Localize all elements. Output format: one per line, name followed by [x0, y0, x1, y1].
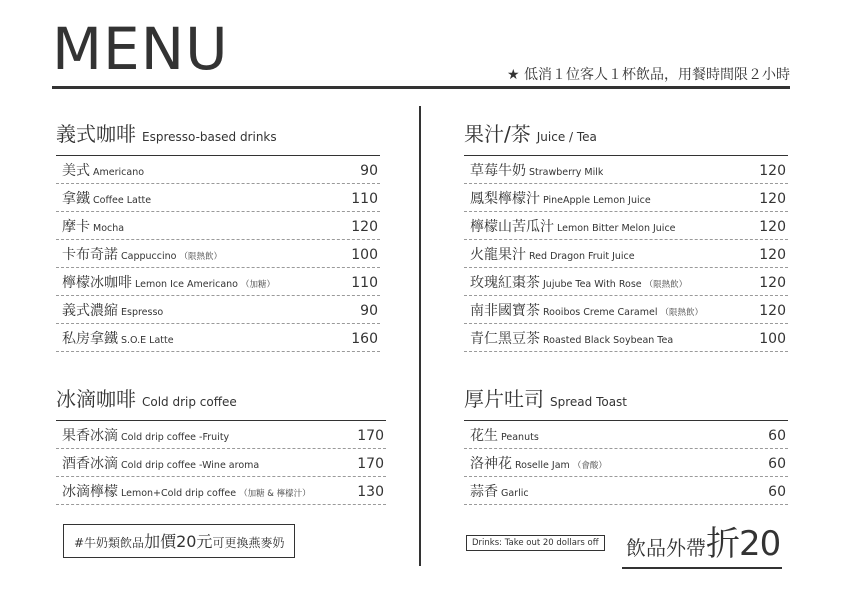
- menu-item-price: 120: [759, 191, 786, 207]
- menu-item-name: [62, 212, 124, 242]
- section-title-en: Spread Toast: [550, 395, 628, 409]
- menu-item-row: [464, 477, 788, 505]
- menu-item-name-zh: 檸檬山苦瓜汁: [470, 219, 554, 235]
- menu-item-name: [470, 156, 603, 186]
- menu-item-name-zh: 酒香冰滴: [62, 456, 118, 472]
- menu-item-row: [56, 184, 380, 212]
- menu-item-name-en: Garlic: [501, 488, 529, 499]
- menu-item-name-zh: 果香冰滴: [62, 428, 118, 444]
- menu-item-price: 110: [351, 191, 378, 207]
- takeout-discount-amount: 折20: [706, 524, 781, 564]
- menu-item-note: （會酸）: [572, 461, 607, 471]
- menu-item-name-en: Peanuts: [501, 432, 539, 443]
- menu-item-row: [56, 296, 380, 324]
- menu-item-price: 90: [360, 303, 378, 319]
- menu-item-name-en: S.O.E Latte: [121, 335, 174, 346]
- section-title-en: Cold drip coffee: [142, 395, 237, 409]
- section-spread-toast: [464, 383, 788, 505]
- menu-item-name-en: Jujube Tea With Rose: [543, 279, 642, 290]
- menu-item-row: [464, 184, 788, 212]
- menu-item-name: [62, 240, 222, 271]
- menu-item-name-en: Lemon Bitter Melon Juice: [557, 223, 676, 234]
- menu-item-name-zh: 鳳梨檸檬汁: [470, 191, 540, 207]
- menu-item-row: [464, 421, 788, 449]
- menu-item-name: [62, 449, 259, 479]
- menu-item-name: [62, 156, 144, 186]
- menu-item-name-en: Roselle Jam: [515, 460, 570, 471]
- menu-item-name-zh: 草莓牛奶: [470, 163, 526, 179]
- section-header: [464, 118, 788, 156]
- item-list: [56, 156, 380, 352]
- menu-item-row: [56, 449, 386, 477]
- menu-item-note: （限熱飲）: [660, 308, 703, 318]
- menu-item-row: [464, 324, 788, 352]
- menu-title: MENU: [52, 15, 229, 83]
- menu-item-row: [56, 324, 380, 352]
- menu-item-price: 120: [759, 303, 786, 319]
- menu-item-name-zh: 檸檬冰咖啡: [62, 275, 132, 291]
- section-title-zh: 冰滴咖啡: [56, 387, 136, 411]
- menu-item-name: [62, 421, 229, 451]
- menu-item-row: [56, 421, 386, 449]
- menu-item-name-zh: 洛神花: [470, 456, 512, 472]
- menu-item-name-zh: 拿鐵: [62, 191, 90, 207]
- menu-item-price: 120: [351, 219, 378, 235]
- menu-item-name: [470, 268, 687, 299]
- takeout-discount: [622, 516, 782, 569]
- menu-item-price: 100: [759, 331, 786, 347]
- section-title-zh: 厚片吐司: [464, 387, 544, 411]
- menu-item-name-en: Cold drip coffee -Fruity: [121, 432, 230, 443]
- menu-item-name-zh: 玫瑰紅棗茶: [470, 275, 540, 291]
- menu-item-row: [56, 268, 380, 296]
- menu-item-name-zh: 青仁黑豆茶: [470, 331, 540, 347]
- menu-item-name-zh: 蒜香: [470, 484, 498, 500]
- menu-item-row: [464, 156, 788, 184]
- menu-item-name: [470, 240, 635, 270]
- menu-item-name-en: Cold drip coffee -Wine aroma: [121, 460, 260, 471]
- menu-item-row: [464, 212, 788, 240]
- menu-item-name-en: PineApple Lemon Juice: [543, 195, 651, 206]
- menu-item-name-zh: 義式濃縮: [62, 303, 118, 319]
- menu-item-name: [62, 268, 275, 299]
- menu-item-name-zh: 冰滴檸檬: [62, 484, 118, 500]
- menu-item-name: [62, 184, 151, 214]
- menu-item-name-en: Rooibos Creme Caramel: [543, 307, 658, 318]
- menu-item-name-zh: 摩卡: [62, 219, 90, 235]
- menu-item-name-zh: 美式: [62, 163, 90, 179]
- menu-item-name-zh: 卡布奇諾: [62, 247, 118, 263]
- menu-item-name-en: Lemon Ice Americano: [135, 279, 238, 290]
- menu-item-price: 60: [768, 428, 786, 444]
- menu-item-name: [470, 421, 539, 451]
- menu-item-row: [464, 268, 788, 296]
- menu-item-name-zh: 火龍果汁: [470, 247, 526, 263]
- menu-item-note: （限熱飲）: [644, 280, 688, 290]
- menu-item-name-en: Roasted Black Soybean Tea: [543, 335, 674, 346]
- menu-item-row: [56, 240, 380, 268]
- menu-item-price: 60: [768, 456, 786, 472]
- menu-item-row: [464, 449, 788, 477]
- takeout-discount-en: Drinks: Take out 20 dollars off: [466, 535, 605, 551]
- menu-item-note: （加糖 & 檸檬汁）: [239, 489, 311, 499]
- header-rule: [52, 86, 790, 89]
- menu-item-name-en: Strawberry Milk: [529, 167, 604, 178]
- oat-milk-note-price: 加價20元: [144, 532, 213, 551]
- menu-item-name: [62, 324, 174, 354]
- menu-item-name-en: Cappuccino: [121, 251, 177, 262]
- section-header: [56, 383, 386, 421]
- menu-item-row: [464, 296, 788, 324]
- menu-item-price: 170: [357, 428, 384, 444]
- menu-item-price: 120: [759, 247, 786, 263]
- menu-item-price: 60: [768, 484, 786, 500]
- menu-item-row: [56, 477, 386, 505]
- oat-milk-note-suffix: 可更換燕麥奶: [212, 536, 285, 550]
- section-title-en: Espresso-based drinks: [142, 130, 277, 144]
- menu-item-price: 170: [357, 456, 384, 472]
- menu-item-price: 120: [759, 275, 786, 291]
- menu-item-name-en: Lemon+Cold drip coffee: [121, 488, 237, 499]
- menu-item-price: 120: [759, 219, 786, 235]
- section-cold-drip: [56, 383, 386, 505]
- section-title-en: Juice / Tea: [536, 130, 597, 144]
- oat-milk-note: [63, 524, 295, 558]
- menu-item-name: [470, 324, 673, 354]
- minimum-order-note: ★ 低消１位客人１杯飲品，用餐時間限２小時: [507, 67, 790, 83]
- item-list: [56, 421, 386, 505]
- menu-item-price: 120: [759, 163, 786, 179]
- menu-item-note: （加糖）: [241, 280, 276, 290]
- item-list: [464, 156, 788, 352]
- menu-item-name: [470, 212, 676, 242]
- oat-milk-note-prefix: #牛奶類飲品: [74, 536, 145, 550]
- column-divider: [419, 106, 421, 566]
- section-header: [464, 383, 788, 421]
- menu-item-name-en: Mocha: [93, 223, 125, 234]
- menu-item-name-zh: 花生: [470, 428, 498, 444]
- menu-item-name: [470, 184, 651, 214]
- section-header: [56, 118, 380, 156]
- menu-item-note: （限熱飲）: [179, 252, 222, 262]
- section-title-zh: 果汁/茶: [464, 122, 531, 146]
- menu-item-name: [470, 296, 703, 327]
- item-list: [464, 421, 788, 505]
- section-juice-tea: [464, 118, 788, 352]
- menu-item-price: 90: [360, 163, 378, 179]
- menu-item-price: 100: [351, 247, 378, 263]
- menu-item-name: [62, 477, 311, 508]
- menu-item-name-zh: 私房拿鐵: [62, 331, 118, 347]
- menu-item-name-en: Espresso: [121, 307, 164, 318]
- section-espresso: [56, 118, 380, 352]
- menu-item-price: 130: [357, 484, 384, 500]
- menu-item-price: 110: [351, 275, 378, 291]
- menu-item-name-en: Coffee Latte: [93, 195, 152, 206]
- menu-item-name-en: Red Dragon Fruit Juice: [529, 251, 635, 262]
- section-title-zh: 義式咖啡: [56, 122, 136, 146]
- menu-item-row: [56, 212, 380, 240]
- takeout-discount-label: 飲品外帶: [626, 536, 706, 560]
- menu-item-name: [470, 449, 607, 480]
- menu-item-price: 160: [351, 331, 378, 347]
- menu-item-name: [470, 477, 529, 507]
- menu-item-row: [56, 156, 380, 184]
- menu-item-row: [464, 240, 788, 268]
- menu-item-name: [62, 296, 163, 326]
- menu-item-name-en: Americano: [93, 167, 145, 178]
- menu-item-name-zh: 南非國寶茶: [470, 303, 540, 319]
